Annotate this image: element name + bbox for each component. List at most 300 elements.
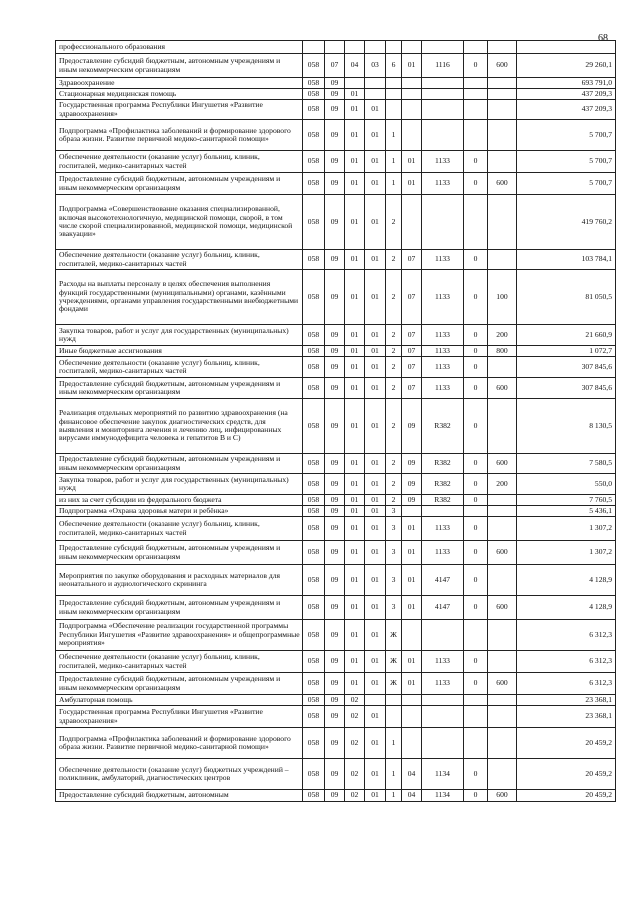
event-code: 01 — [402, 54, 422, 78]
admin-code: 058 — [303, 474, 325, 495]
subsection-code: 02 — [345, 695, 365, 706]
row-amount: 20 459,2 — [517, 759, 616, 790]
section-code: 07 — [325, 54, 345, 78]
subprogram-code: 1 — [386, 151, 402, 173]
expense-type-code — [488, 728, 517, 759]
subprogram-code: 2 — [386, 454, 402, 474]
direction-code — [422, 620, 464, 651]
direction-code — [422, 120, 464, 151]
table-row — [56, 454, 616, 474]
filler-code: 0 — [464, 651, 488, 673]
section-code: 09 — [325, 596, 345, 620]
expense-type-code — [488, 620, 517, 651]
event-code: 07 — [402, 325, 422, 346]
section-code: 09 — [325, 565, 345, 596]
subprogram-code: Ж — [386, 651, 402, 673]
expense-type-code — [488, 399, 517, 454]
direction-code: 1133 — [422, 673, 464, 695]
direction-code: R382 — [422, 399, 464, 454]
expense-type-code — [488, 651, 517, 673]
admin-code: 058 — [303, 541, 325, 565]
table-row — [56, 89, 616, 100]
row-name: Обеспечение деятельности (оказание услуг) больниц, клиник, госпиталей, медико-санитарных частей — [56, 517, 303, 541]
admin-code: 058 — [303, 620, 325, 651]
row-amount: 21 660,9 — [517, 325, 616, 346]
subsection-code: 01 — [345, 120, 365, 151]
row-amount: 5 700,7 — [517, 173, 616, 195]
row-amount: 103 784,1 — [517, 250, 616, 270]
expense-type-code: 600 — [488, 541, 517, 565]
event-code: 09 — [402, 495, 422, 506]
subprogram-code: Ж — [386, 620, 402, 651]
subsection-code: 01 — [345, 250, 365, 270]
row-name: Предоставление субсидий бюджетным, автономным учреждениям и иным некоммерческим организациям — [56, 541, 303, 565]
row-amount: 4 128,9 — [517, 596, 616, 620]
program-code: 01 — [365, 596, 386, 620]
table-row — [56, 565, 616, 596]
filler-code: 0 — [464, 673, 488, 695]
filler-code: 0 — [464, 250, 488, 270]
subprogram-code: 6 — [386, 54, 402, 78]
table-row — [56, 100, 616, 120]
section-code: 09 — [325, 651, 345, 673]
section-code: 09 — [325, 673, 345, 695]
expense-type-code — [488, 195, 517, 250]
section-code: 09 — [325, 325, 345, 346]
filler-code: 0 — [464, 759, 488, 790]
filler-code: 0 — [464, 378, 488, 399]
row-amount: 29 260,1 — [517, 54, 616, 78]
event-code: 04 — [402, 790, 422, 802]
expense-type-code: 200 — [488, 325, 517, 346]
direction-code: 1133 — [422, 651, 464, 673]
program-code: 01 — [365, 325, 386, 346]
subsection-code: 01 — [345, 506, 365, 517]
filler-code: 0 — [464, 325, 488, 346]
expense-type-code — [488, 357, 517, 378]
expense-type-code — [488, 517, 517, 541]
direction-code — [422, 41, 464, 54]
program-code: 01 — [365, 651, 386, 673]
section-code: 09 — [325, 474, 345, 495]
section-code: 09 — [325, 728, 345, 759]
subsection-code: 01 — [345, 399, 365, 454]
program-code: 01 — [365, 620, 386, 651]
table-body — [56, 41, 616, 802]
direction-code: 1133 — [422, 250, 464, 270]
table-row — [56, 195, 616, 250]
section-code: 09 — [325, 195, 345, 250]
expense-type-code: 600 — [488, 596, 517, 620]
program-code: 01 — [365, 173, 386, 195]
table-row — [56, 651, 616, 673]
row-name: Иные бюджетные ассигнования — [56, 346, 303, 357]
direction-code: R382 — [422, 495, 464, 506]
subprogram-code: 2 — [386, 250, 402, 270]
subsection-code: 01 — [345, 454, 365, 474]
row-amount: 81 050,5 — [517, 270, 616, 325]
filler-code — [464, 78, 488, 89]
filler-code — [464, 728, 488, 759]
subprogram-code: 3 — [386, 506, 402, 517]
admin-code: 058 — [303, 250, 325, 270]
filler-code: 0 — [464, 495, 488, 506]
admin-code: 058 — [303, 270, 325, 325]
row-amount: 23 368,1 — [517, 695, 616, 706]
table-row — [56, 728, 616, 759]
program-code — [365, 78, 386, 89]
admin-code: 058 — [303, 759, 325, 790]
row-name: Подпрограмма «Профилактика заболеваний и формирование здорового образа жизни. Развитие первичной медико-санитарной помощи» — [56, 728, 303, 759]
filler-code — [464, 706, 488, 728]
admin-code: 058 — [303, 78, 325, 89]
table-row — [56, 120, 616, 151]
direction-code: 1133 — [422, 151, 464, 173]
admin-code: 058 — [303, 565, 325, 596]
subsection-code: 01 — [345, 173, 365, 195]
subprogram-code: 2 — [386, 474, 402, 495]
admin-code: 058 — [303, 89, 325, 100]
event-code: 09 — [402, 454, 422, 474]
table-row — [56, 357, 616, 378]
subprogram-code: 2 — [386, 270, 402, 325]
subprogram-code: 2 — [386, 325, 402, 346]
filler-code — [464, 506, 488, 517]
section-code: 09 — [325, 517, 345, 541]
row-amount: 437 209,3 — [517, 89, 616, 100]
table-row — [56, 620, 616, 651]
program-code — [365, 41, 386, 54]
row-amount: 693 791,0 — [517, 78, 616, 89]
event-code: 01 — [402, 673, 422, 695]
row-name: Амбулаторная помощь — [56, 695, 303, 706]
direction-code: 1134 — [422, 759, 464, 790]
table-row — [56, 41, 616, 54]
row-name: Подпрограмма «Совершенствование оказания специализированной, включая высокотехнологичную, медицинской помощи, скорой, в том числе скорой специализированной, медицинской помощи, медицинской эвакуации» — [56, 195, 303, 250]
admin-code: 058 — [303, 517, 325, 541]
row-amount: 5 436,1 — [517, 506, 616, 517]
subprogram-code — [386, 89, 402, 100]
subprogram-code: 1 — [386, 728, 402, 759]
admin-code: 058 — [303, 173, 325, 195]
admin-code: 058 — [303, 506, 325, 517]
table-row — [56, 250, 616, 270]
row-name: Закупка товаров, работ и услуг для государственных (муниципальных) нужд — [56, 474, 303, 495]
table-row — [56, 790, 616, 802]
direction-code — [422, 195, 464, 250]
section-code: 09 — [325, 250, 345, 270]
filler-code — [464, 620, 488, 651]
section-code: 09 — [325, 399, 345, 454]
subsection-code: 01 — [345, 517, 365, 541]
expense-type-code — [488, 565, 517, 596]
row-amount: 5 700,7 — [517, 151, 616, 173]
direction-code: 1133 — [422, 357, 464, 378]
expense-type-code — [488, 120, 517, 151]
program-code: 01 — [365, 728, 386, 759]
row-name: Мероприятия по закупке оборудования и расходных материалов для неонатального и аудиологического скрининга — [56, 565, 303, 596]
admin-code: 058 — [303, 357, 325, 378]
section-code: 09 — [325, 454, 345, 474]
event-code — [402, 120, 422, 151]
subprogram-code — [386, 706, 402, 728]
admin-code — [303, 41, 325, 54]
subsection-code: 01 — [345, 151, 365, 173]
filler-code: 0 — [464, 596, 488, 620]
subprogram-code: 1 — [386, 790, 402, 802]
row-amount: 307 845,6 — [517, 378, 616, 399]
program-code: 01 — [365, 120, 386, 151]
subsection-code: 01 — [345, 100, 365, 120]
table-row — [56, 151, 616, 173]
program-code: 01 — [365, 399, 386, 454]
admin-code: 058 — [303, 54, 325, 78]
event-code — [402, 195, 422, 250]
section-code: 09 — [325, 620, 345, 651]
program-code: 01 — [365, 759, 386, 790]
expense-type-code — [488, 495, 517, 506]
row-name: Предоставление субсидий бюджетным, автономным учреждениям и иным некоммерческим организациям — [56, 454, 303, 474]
subsection-code: 01 — [345, 495, 365, 506]
subprogram-code: 1 — [386, 759, 402, 790]
subsection-code — [345, 78, 365, 89]
event-code — [402, 506, 422, 517]
filler-code: 0 — [464, 790, 488, 802]
event-code: 04 — [402, 759, 422, 790]
event-code: 01 — [402, 517, 422, 541]
admin-code: 058 — [303, 325, 325, 346]
event-code — [402, 89, 422, 100]
event-code: 07 — [402, 378, 422, 399]
row-name: Подпрограмма «Обеспечение реализации государственной программы Республики Ингушетия «Развитие здравоохранения» и общепрограммные мероприятия» — [56, 620, 303, 651]
section-code: 09 — [325, 151, 345, 173]
program-code: 01 — [365, 706, 386, 728]
subsection-code: 02 — [345, 790, 365, 802]
subsection-code: 01 — [345, 651, 365, 673]
direction-code: 4147 — [422, 596, 464, 620]
event-code: 01 — [402, 173, 422, 195]
subsection-code: 02 — [345, 706, 365, 728]
direction-code: R382 — [422, 454, 464, 474]
section-code: 09 — [325, 89, 345, 100]
admin-code: 058 — [303, 790, 325, 802]
subprogram-code: 2 — [386, 357, 402, 378]
table-row — [56, 695, 616, 706]
program-code: 01 — [365, 790, 386, 802]
row-amount: 7 580,5 — [517, 454, 616, 474]
subsection-code: 04 — [345, 54, 365, 78]
section-code: 09 — [325, 78, 345, 89]
row-amount: 5 700,7 — [517, 120, 616, 151]
expense-type-code — [488, 759, 517, 790]
subsection-code: 01 — [345, 325, 365, 346]
section-code: 09 — [325, 357, 345, 378]
direction-code — [422, 100, 464, 120]
program-code: 01 — [365, 100, 386, 120]
subsection-code: 01 — [345, 620, 365, 651]
program-code: 01 — [365, 346, 386, 357]
program-code: 01 — [365, 495, 386, 506]
direction-code — [422, 706, 464, 728]
row-name: Обеспечение деятельности (оказание услуг) больниц, клиник, госпиталей, медико-санитарных частей — [56, 357, 303, 378]
subsection-code: 01 — [345, 596, 365, 620]
subsection-code: 01 — [345, 541, 365, 565]
event-code: 09 — [402, 474, 422, 495]
event-code: 07 — [402, 346, 422, 357]
row-name: Предоставление субсидий бюджетным, автономным учреждениям и иным некоммерческим организациям — [56, 173, 303, 195]
expense-type-code: 600 — [488, 454, 517, 474]
program-code: 01 — [365, 270, 386, 325]
section-code: 09 — [325, 100, 345, 120]
row-amount: 6 312,3 — [517, 651, 616, 673]
section-code: 09 — [325, 173, 345, 195]
direction-code — [422, 89, 464, 100]
table-row — [56, 517, 616, 541]
filler-code: 0 — [464, 541, 488, 565]
event-code — [402, 706, 422, 728]
direction-code: 1133 — [422, 517, 464, 541]
table-row — [56, 541, 616, 565]
subprogram-code: 2 — [386, 495, 402, 506]
expense-type-code: 100 — [488, 270, 517, 325]
admin-code: 058 — [303, 596, 325, 620]
section-code: 09 — [325, 506, 345, 517]
admin-code: 058 — [303, 495, 325, 506]
table-row — [56, 378, 616, 399]
row-name: Расходы на выплаты персоналу в целях обеспечения выполнения функций государственными (муниципальными) органами, казёнными учреждениями, органами управления государственными внебюджетными фондами — [56, 270, 303, 325]
filler-code — [464, 89, 488, 100]
direction-code — [422, 728, 464, 759]
program-code: 01 — [365, 454, 386, 474]
row-name: Здравоохранение — [56, 78, 303, 89]
section-code: 09 — [325, 706, 345, 728]
expense-type-code — [488, 41, 517, 54]
table-row — [56, 399, 616, 454]
admin-code: 058 — [303, 195, 325, 250]
program-code: 01 — [365, 151, 386, 173]
row-amount: 419 760,2 — [517, 195, 616, 250]
admin-code: 058 — [303, 100, 325, 120]
expense-type-code: 800 — [488, 346, 517, 357]
program-code: 01 — [365, 195, 386, 250]
subsection-code: 01 — [345, 565, 365, 596]
direction-code: 1133 — [422, 270, 464, 325]
table-row — [56, 474, 616, 495]
subsection-code: 01 — [345, 270, 365, 325]
expense-type-code — [488, 100, 517, 120]
row-amount: 437 209,3 — [517, 100, 616, 120]
filler-code: 0 — [464, 270, 488, 325]
subprogram-code: 2 — [386, 346, 402, 357]
filler-code — [464, 695, 488, 706]
filler-code: 0 — [464, 474, 488, 495]
section-code — [325, 41, 345, 54]
filler-code: 0 — [464, 346, 488, 357]
filler-code: 0 — [464, 151, 488, 173]
expense-type-code — [488, 250, 517, 270]
subprogram-code: 2 — [386, 378, 402, 399]
program-code: 01 — [365, 565, 386, 596]
filler-code: 0 — [464, 173, 488, 195]
expense-type-code — [488, 78, 517, 89]
direction-code — [422, 695, 464, 706]
admin-code: 058 — [303, 346, 325, 357]
filler-code: 0 — [464, 517, 488, 541]
budget-table — [55, 40, 616, 802]
program-code: 01 — [365, 517, 386, 541]
program-code: 01 — [365, 357, 386, 378]
table-row — [56, 78, 616, 89]
row-name: Предоставление субсидий бюджетным, автономным учреждениям и иным некоммерческим организациям — [56, 54, 303, 78]
subprogram-code — [386, 41, 402, 54]
page-number: 68 — [598, 33, 608, 44]
subsection-code: 01 — [345, 357, 365, 378]
subprogram-code: 3 — [386, 517, 402, 541]
program-code: 03 — [365, 54, 386, 78]
program-code — [365, 695, 386, 706]
event-code — [402, 41, 422, 54]
subprogram-code — [386, 100, 402, 120]
row-amount: 20 459,2 — [517, 728, 616, 759]
section-code: 09 — [325, 759, 345, 790]
row-amount — [517, 41, 616, 54]
event-code: 01 — [402, 651, 422, 673]
admin-code: 058 — [303, 728, 325, 759]
event-code: 01 — [402, 541, 422, 565]
row-name: из них за счет субсидии из федерального бюджета — [56, 495, 303, 506]
filler-code — [464, 195, 488, 250]
event-code — [402, 695, 422, 706]
event-code — [402, 78, 422, 89]
direction-code: 1134 — [422, 790, 464, 802]
program-code — [365, 89, 386, 100]
table-row — [56, 346, 616, 357]
section-code: 09 — [325, 270, 345, 325]
direction-code: 1133 — [422, 325, 464, 346]
table-row — [56, 673, 616, 695]
row-amount: 1 072,7 — [517, 346, 616, 357]
expense-type-code: 600 — [488, 173, 517, 195]
subsection-code — [345, 41, 365, 54]
subsection-code: 01 — [345, 346, 365, 357]
expense-type-code — [488, 695, 517, 706]
program-code: 01 — [365, 541, 386, 565]
subprogram-code: Ж — [386, 673, 402, 695]
row-name: Предоставление субсидий бюджетным, автономным учреждениям и иным некоммерческим организациям — [56, 673, 303, 695]
row-name: Обеспечение деятельности (оказание услуг) больниц, клиник, госпиталей, медико-санитарных частей — [56, 151, 303, 173]
table-row — [56, 495, 616, 506]
program-code: 01 — [365, 250, 386, 270]
direction-code: 1133 — [422, 541, 464, 565]
event-code: 07 — [402, 270, 422, 325]
row-name: Закупка товаров, работ и услуг для государственных (муниципальных) нужд — [56, 325, 303, 346]
filler-code: 0 — [464, 454, 488, 474]
filler-code: 0 — [464, 565, 488, 596]
row-name: Государственная программа Республики Ингушетия «Развитие здравоохранения» — [56, 100, 303, 120]
table-row — [56, 596, 616, 620]
row-amount: 7 760,5 — [517, 495, 616, 506]
table-row — [56, 706, 616, 728]
row-amount: 8 130,5 — [517, 399, 616, 454]
filler-code: 0 — [464, 399, 488, 454]
row-amount: 1 307,2 — [517, 517, 616, 541]
subsection-code: 01 — [345, 378, 365, 399]
row-name: Обеспечение деятельности (оказание услуг) больниц, клиник, госпиталей, медико-санитарных частей — [56, 651, 303, 673]
table-row — [56, 54, 616, 78]
subprogram-code: 3 — [386, 596, 402, 620]
filler-code: 0 — [464, 54, 488, 78]
section-code: 09 — [325, 378, 345, 399]
